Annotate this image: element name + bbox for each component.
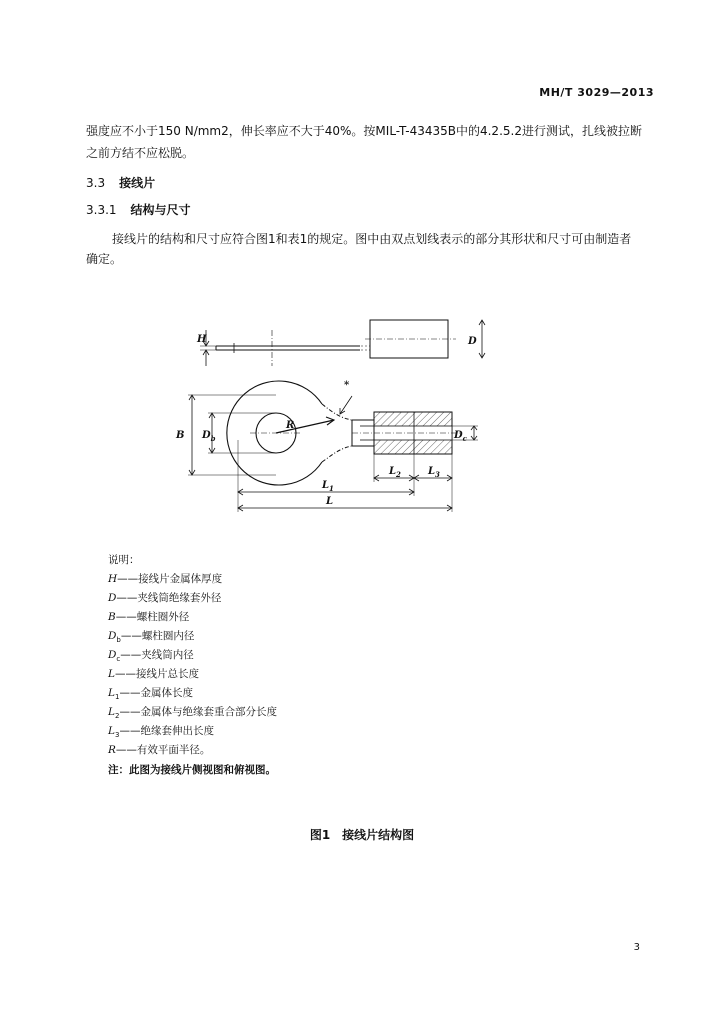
section-title: 结构与尺寸 bbox=[130, 203, 191, 217]
legend-separator: —— bbox=[114, 668, 136, 680]
legend-item bbox=[108, 609, 189, 624]
document-code: MH/T 3029—2013 bbox=[539, 86, 654, 99]
legend-symbol-subscript: 1 bbox=[114, 693, 120, 702]
legend-description: 螺柱圈外径 bbox=[136, 611, 190, 623]
legend-separator: —— bbox=[119, 725, 141, 737]
legend-description: 夹线筒绝缘套外径 bbox=[137, 592, 222, 604]
legend-symbol: R bbox=[108, 744, 116, 756]
section-title: 接线片 bbox=[119, 176, 156, 190]
paragraph-line: 强度应不小于150 N/mm2，伸长率应不大于40%。按MIL-T-43435B中的4.2.5.2进行测试，扎线被拉断 bbox=[86, 124, 642, 138]
page-number: 3 bbox=[633, 942, 640, 953]
legend-separator: —— bbox=[119, 706, 141, 718]
legend-item bbox=[108, 742, 210, 757]
legend-separator: —— bbox=[117, 573, 139, 585]
legend-separator: —— bbox=[116, 592, 138, 604]
paragraph-line: 之前方结不应松脱。 bbox=[86, 146, 195, 160]
legend-symbol-subscript: 2 bbox=[114, 712, 120, 721]
legend-item bbox=[108, 685, 193, 701]
legend-description: 绝缘套伸出长度 bbox=[140, 725, 214, 737]
section-number: 3.3 bbox=[86, 176, 106, 190]
label-star: * bbox=[344, 380, 350, 391]
label-R: R bbox=[286, 420, 295, 431]
legend-description: 金属体长度 bbox=[140, 687, 193, 699]
legend-note: 注：此图为接线片侧视图和俯视图。 bbox=[108, 764, 276, 776]
section-number: 3.3.1 bbox=[86, 203, 117, 217]
legend-item bbox=[108, 704, 277, 720]
legend-symbol-subscript: c bbox=[116, 655, 121, 664]
label-Db: $D_b$ bbox=[202, 430, 216, 443]
legend-symbol: L bbox=[108, 687, 115, 699]
legend-symbol-subscript: b bbox=[116, 636, 121, 645]
legend-description: 接线片金属体厚度 bbox=[138, 573, 223, 585]
legend-description: 金属体与绝缘套重合部分长度 bbox=[140, 706, 277, 718]
legend-description: 有效平面半径。 bbox=[136, 744, 211, 756]
label-Dc: $D_c$ bbox=[454, 430, 467, 443]
legend-symbol-subscript: 3 bbox=[114, 731, 120, 740]
legend-item bbox=[108, 590, 221, 605]
label-L3: $L_3$ bbox=[428, 466, 440, 479]
legend-item bbox=[108, 723, 214, 739]
side-view bbox=[200, 320, 485, 366]
label-L: L bbox=[326, 496, 334, 507]
legend-title: 说明： bbox=[108, 554, 140, 566]
legend-symbol: B bbox=[108, 611, 116, 623]
legend-symbol: L bbox=[108, 668, 115, 680]
legend-item bbox=[108, 571, 222, 586]
legend-symbol: D bbox=[108, 649, 117, 661]
legend-separator: —— bbox=[115, 744, 137, 756]
legend-symbol: L bbox=[108, 706, 115, 718]
legend-separator: —— bbox=[115, 611, 137, 623]
label-D: D bbox=[468, 336, 477, 347]
paragraph-line: 确定。 bbox=[86, 252, 123, 266]
legend-symbol: D bbox=[108, 592, 117, 604]
legend-item bbox=[108, 666, 199, 681]
label-L1: $L_1$ bbox=[322, 480, 334, 493]
legend-description: 夹线筒内径 bbox=[141, 649, 194, 661]
legend-symbol: H bbox=[108, 573, 118, 585]
legend-description: 螺柱圈内径 bbox=[141, 630, 195, 642]
legend-item bbox=[108, 647, 194, 663]
paragraph-line: 接线片的结构和尺寸应符合图1和表1的规定。图中由双点划线表示的部分其形状和尺寸可由制造者 bbox=[112, 232, 632, 246]
legend-separator: —— bbox=[120, 649, 142, 661]
legend-separator: —— bbox=[119, 687, 141, 699]
legend-description: 接线片总长度 bbox=[135, 668, 199, 680]
legend-symbol: L bbox=[108, 725, 115, 737]
label-B: B bbox=[176, 430, 185, 441]
legend-separator: —— bbox=[120, 630, 142, 642]
label-H: H bbox=[197, 334, 207, 345]
legend-symbol: D bbox=[108, 630, 117, 642]
label-L2: $L_2$ bbox=[389, 466, 401, 479]
figure-caption: 图1 接线片结构图 bbox=[309, 828, 415, 842]
legend-item bbox=[108, 628, 194, 644]
